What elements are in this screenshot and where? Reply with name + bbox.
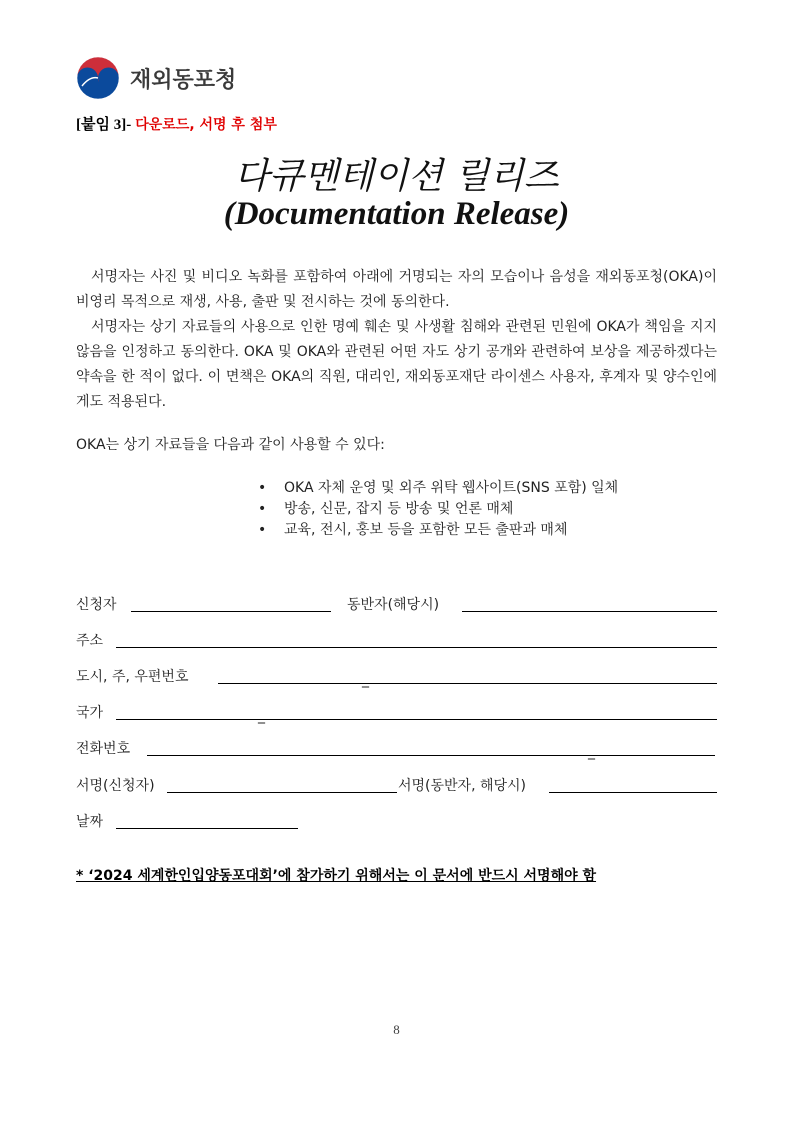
body-text [76, 265, 717, 415]
companion-label: 동반자(해당시) [347, 597, 440, 613]
applicant-label: 신청자 [76, 597, 117, 613]
taegeuk-icon [76, 56, 120, 100]
blank-mark: _ [362, 672, 369, 688]
address-field[interactable] [116, 647, 717, 648]
title-korean: 다큐멘테이션 릴리즈 [234, 156, 559, 197]
country-label: 국가 [76, 705, 104, 721]
usage-list [258, 478, 618, 541]
city-zip-field[interactable] [218, 683, 717, 684]
list-item: • OKA 자체 운영 및 외주 위탁 웹사이트(SNS 포함) 일체 [258, 478, 618, 499]
sign-applicant-field[interactable] [167, 792, 397, 793]
footer-note: * ‘2024 세계한인입양동포대회’에 참가하기 위해서는 이 문서에 반드시 서명해야 함 [76, 868, 597, 884]
paragraph-release: 서명자는 상기 자료들의 사용으로 인한 명예 훼손 및 사생활 침해와 관련된 민원에 OKA가 책임을 지지 않음을 인정하고 동의한다. OKA 및 OKA와 관련된 어떤 자도 상기 공개와 관련하여 보상을 제공하겠다는 약속을 한 적이 없다. 이 면책은 OKA의 직원, 대리인, 재외동포재단 라이센스 사용자, 후계자 및 양수인에게도 적용된다. [76, 319, 717, 410]
list-item: • 방송, 신문, 잡지 등 방송 및 언론 매체 [258, 499, 618, 520]
paragraph-consent: 서명자는 사진 및 비디오 녹화를 포함하여 아래에 거명되는 자의 모습이나 음성을 재외동포청(OKA)이 비영리 목적으로 재생, 사용, 출판 및 전시하는 것에 동의한다. [76, 269, 717, 310]
city-zip-label: 도시, 주, 우편번호 [76, 669, 189, 685]
blank-mark: _ [588, 744, 595, 760]
sign-companion-label: 서명(동반자, 해당시) [398, 778, 527, 794]
attachment-label: [붙임 3]- [76, 117, 132, 133]
logo [76, 56, 236, 100]
date-field[interactable] [116, 828, 298, 829]
address-label: 주소 [76, 633, 104, 649]
phone-label: 전화번호 [76, 741, 131, 757]
phone-field[interactable] [147, 755, 715, 756]
date-label: 날짜 [76, 814, 104, 830]
page-number: 8 [393, 1022, 400, 1037]
attachment-note: 다운로드, 서명 후 첨부 [135, 117, 277, 133]
blank-mark: _ [258, 708, 265, 724]
logo-text: 재외동포청 [130, 67, 237, 93]
title-english: (Documentation Release) [223, 196, 570, 232]
sign-applicant-label: 서명(신청자) [76, 778, 155, 794]
attachment-label-line [76, 113, 277, 134]
sign-companion-field[interactable] [549, 792, 717, 793]
country-field[interactable] [116, 719, 717, 720]
usage-intro: OKA는 상기 자료들을 다음과 같이 사용할 수 있다: [76, 437, 385, 453]
applicant-field[interactable] [131, 611, 331, 612]
companion-field[interactable] [462, 611, 717, 612]
list-item: • 교육, 전시, 홍보 등을 포함한 모든 출판과 매체 [258, 520, 618, 541]
